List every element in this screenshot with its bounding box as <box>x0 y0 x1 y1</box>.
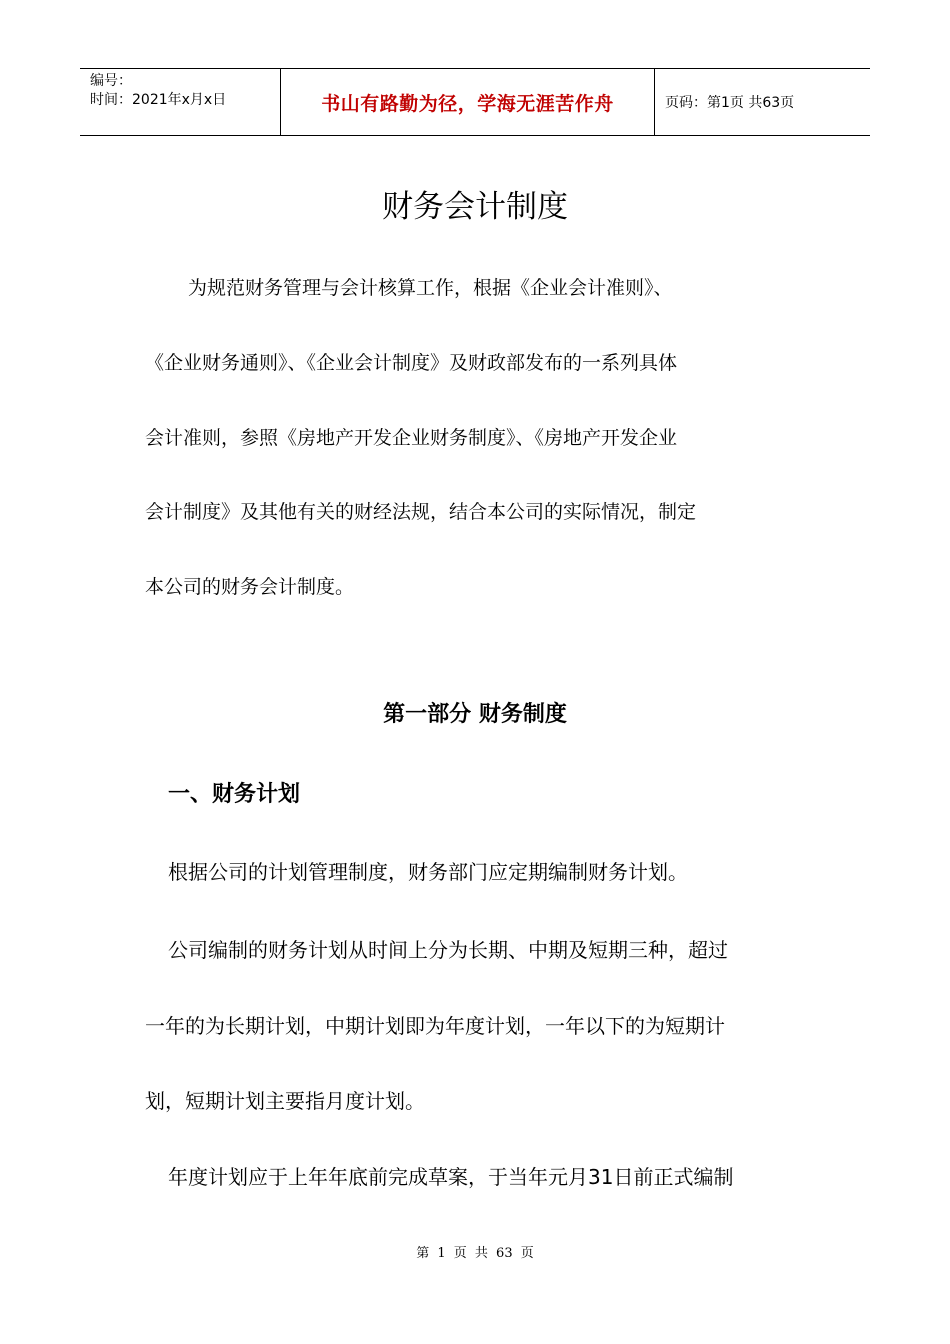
intro-line: 会计准则，参照《房地产开发企业财务制度》、《房地产开发企业 <box>145 427 678 449</box>
document-title: 财务会计制度 <box>382 189 568 225</box>
document-header <box>80 68 870 136</box>
intro-line: 本公司的财务会计制度。 <box>145 576 355 598</box>
body-line: 年度计划应于上年年底前完成草案，于当年元月31日前正式编制 <box>168 1165 734 1189</box>
section-heading: 一、财务计划 <box>168 782 301 807</box>
header-page-info: 页码：第1页 共63页 <box>665 95 795 111</box>
body-line: 一年的为长期计划，中期计划即为年度计划，一年以下的为短期计 <box>145 1014 725 1038</box>
intro-line: 为规范财务管理与会计核算工作，根据《企业会计准则》、 <box>188 277 673 299</box>
header-motto-cell <box>281 69 655 135</box>
document-number-label: 编号： <box>90 73 132 89</box>
page-footer: 第 1 页 共 63 页 <box>416 1246 534 1261</box>
body-line: 根据公司的计划管理制度，财务部门应定期编制财务计划。 <box>168 860 688 884</box>
intro-line: 《企业财务通则》、《企业会计制度》及财政部发布的一系列具体 <box>145 352 678 374</box>
header-page-cell <box>655 69 870 135</box>
header-motto: 书山有路勤为径，学海无涯苦作舟 <box>321 92 614 115</box>
document-date-label: 时间：2021年x月x日 <box>90 92 227 108</box>
intro-line: 会计制度》及其他有关的财经法规，结合本公司的实际情况，制定 <box>145 501 697 523</box>
part-heading: 第一部分 财务制度 <box>383 702 567 727</box>
body-line: 划，短期计划主要指月度计划。 <box>145 1089 425 1113</box>
header-meta-cell <box>80 69 281 135</box>
body-line: 公司编制的财务计划从时间上分为长期、中期及短期三种，超过 <box>168 938 728 962</box>
